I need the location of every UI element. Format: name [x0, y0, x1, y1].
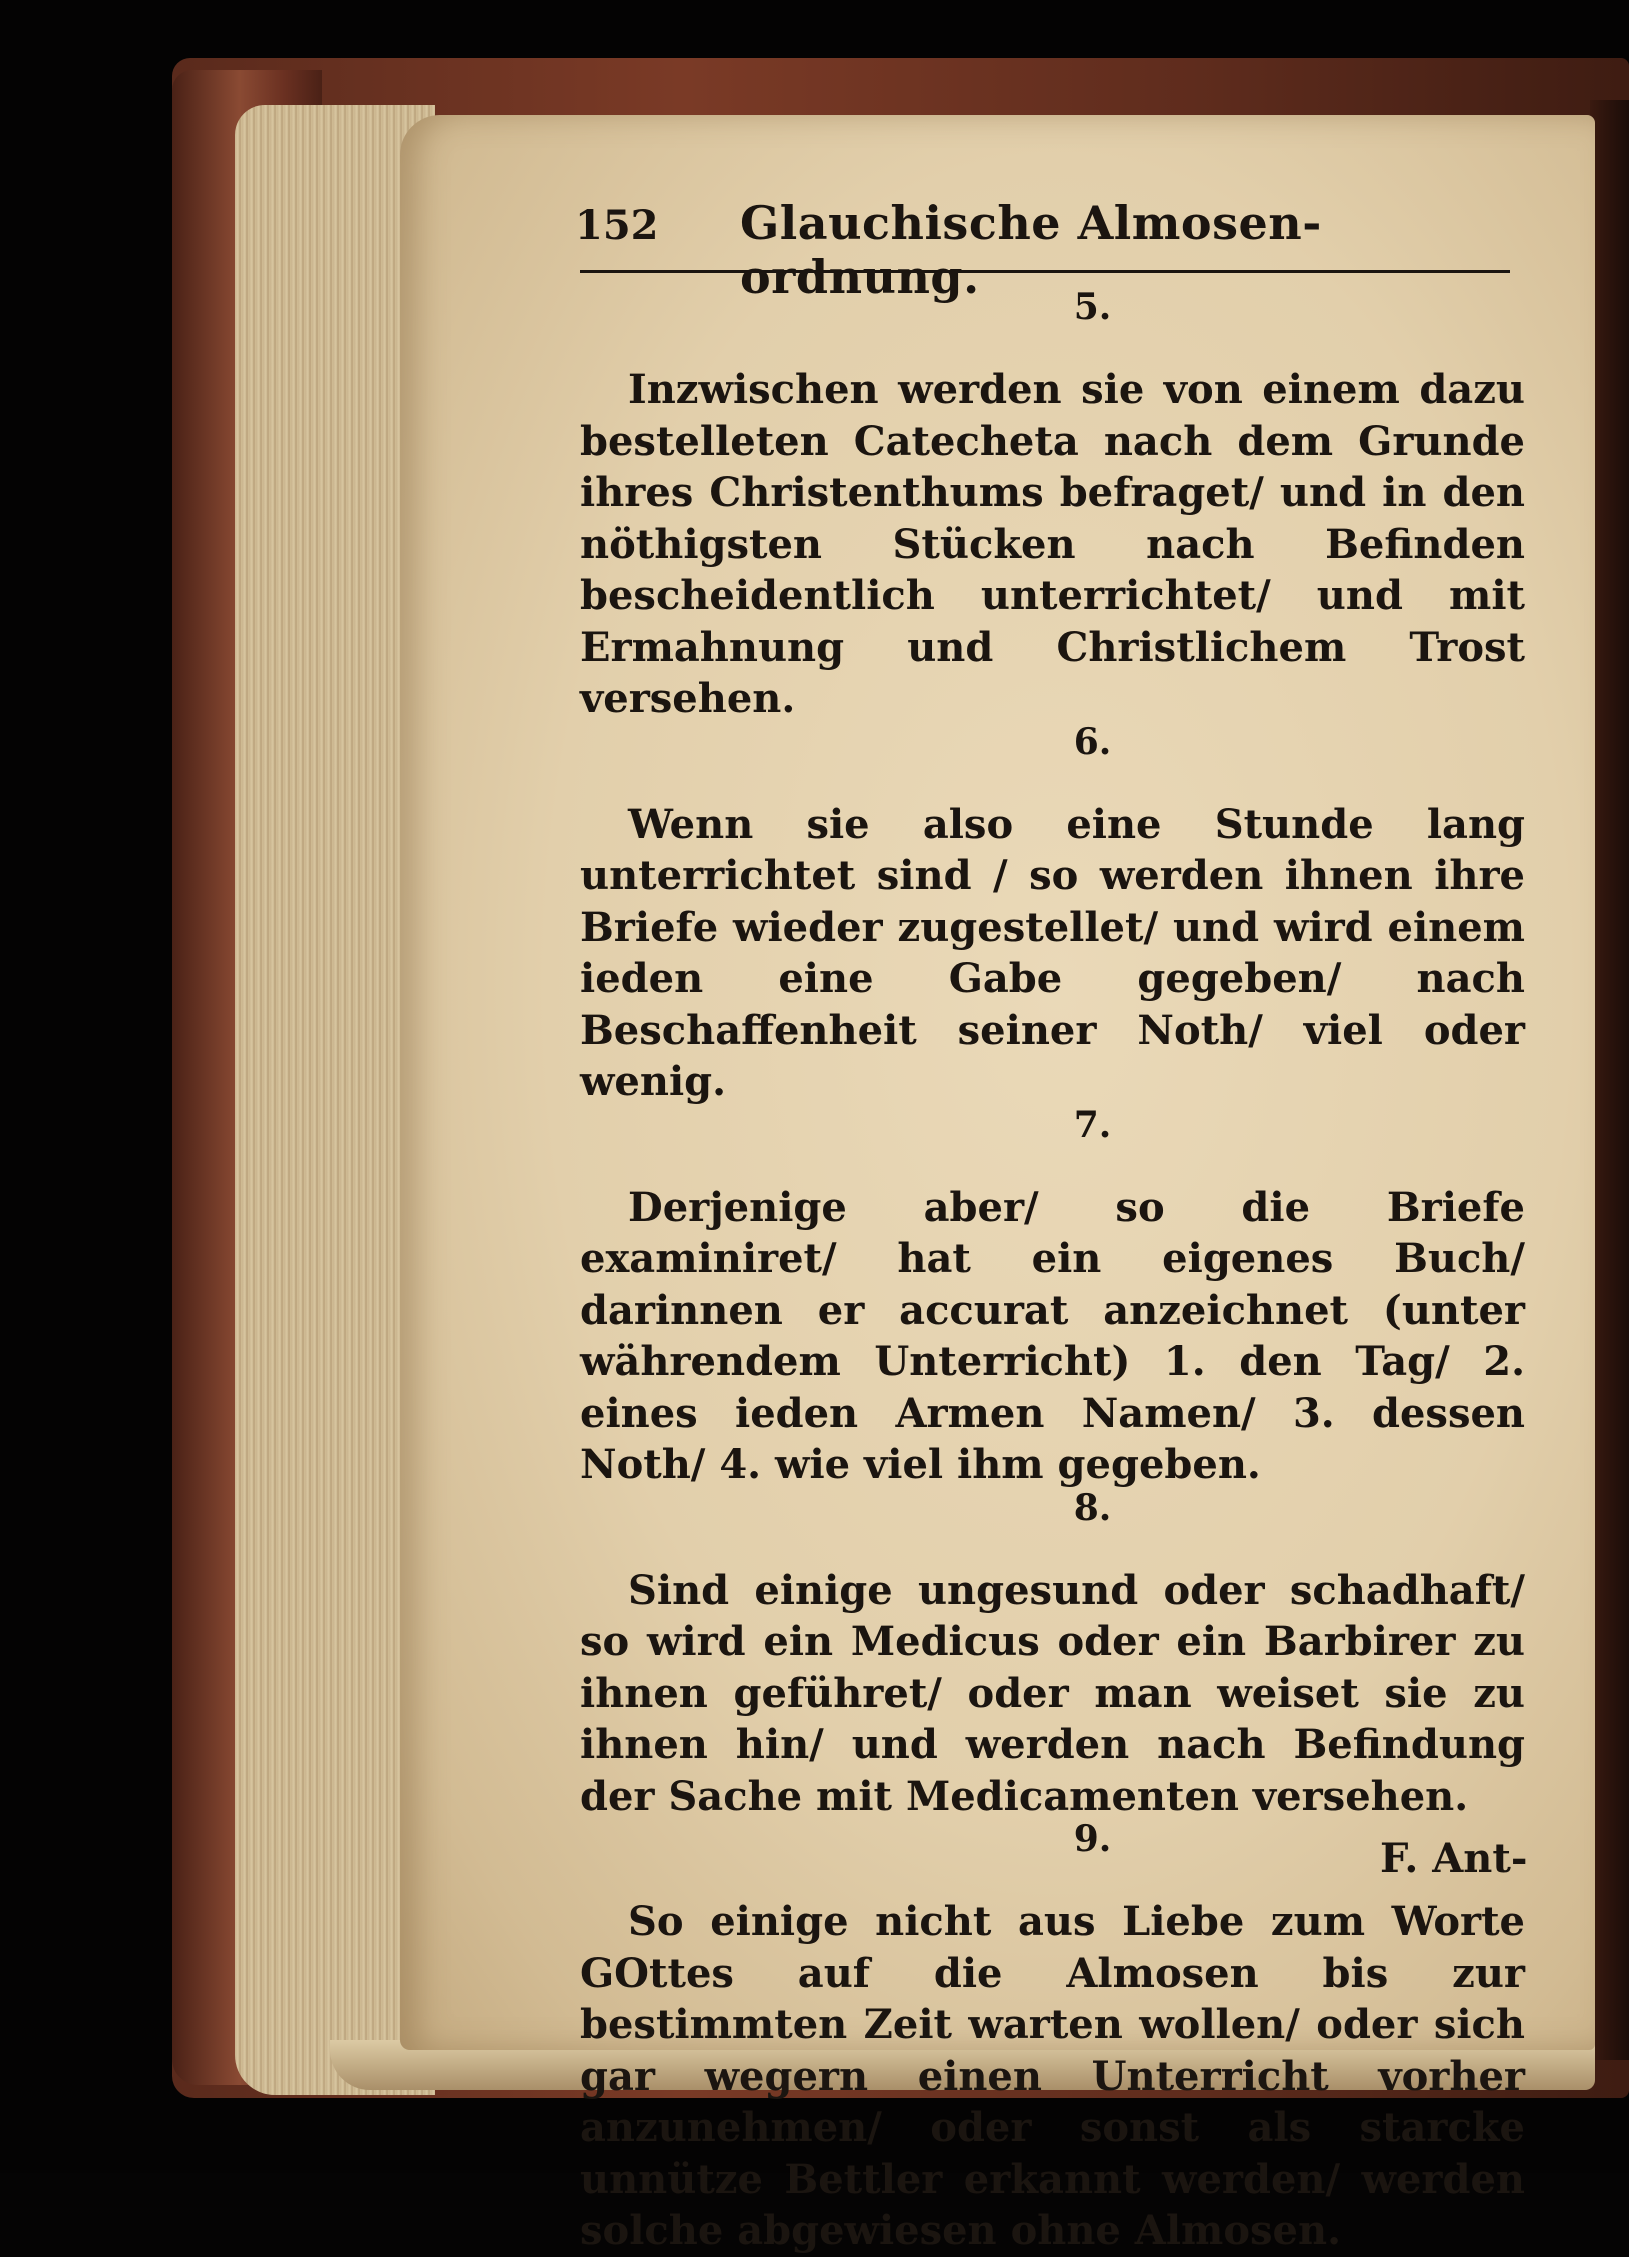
section-number: 9.	[1073, 1818, 1112, 1860]
page-content	[575, 190, 1540, 2254]
sections	[580, 286, 1528, 2257]
section-text: Wenn sie also eine Stunde lang unterrichtet sind / so werden ihnen ihre Briefe wieder zugestellet/ und wird einem ieden eine Gabe gegeben/ nach Beschaffenheit seiner Noth/ viel oder wenig.	[580, 800, 1525, 1105]
section-text: Derjenige aber/ so die Briefe examiniret/ hat ein eigenes Buch/ darinnen er accurat anzeichnet (unter währendem Unterricht) 1. den Tag/ 2. eines ieden Armen Namen/ 3. dessen Noth/ 4. wie viel ihm gegeben.	[580, 1183, 1525, 1488]
section-text: Sind einige ungesund oder schadhaft/ so wird ein Medicus oder ein Barbirer zu ihnen geführet/ oder man weiset sie zu ihnen hin/ und werden nach Befindung der Sache mit Medicamenten versehen.	[580, 1566, 1525, 1820]
section-6	[580, 720, 1525, 1108]
section-text: Inzwischen werden sie von einem dazu bestelleten Catecheta nach dem Grunde ihres Christenthums befraget/ und in den nöthigsten Stücken nach Befinden bescheidentlich unterrichtet/ und mit Ermahnung und Christlichem Trost versehen.	[580, 366, 1525, 722]
running-head	[575, 190, 1540, 304]
section-number: 8.	[1073, 1486, 1112, 1529]
section-number: 5.	[1073, 286, 1112, 328]
section-number: 7.	[1073, 1103, 1112, 1146]
running-title: Glauchische Almosen-ordnung.	[740, 196, 1322, 304]
page-number: 152	[575, 202, 659, 249]
catchword: F. Ant-	[1380, 1835, 1528, 1882]
cover-shadow	[1590, 100, 1629, 2060]
section-7	[580, 1103, 1525, 1491]
header-rule	[580, 270, 1510, 273]
section-9	[580, 1818, 1528, 2257]
section-text: So einige nicht aus Liebe zum Worte GOttes auf die Almosen bis zur bestimmten Zeit warten wollen/ oder sich gar wegern einen Unterricht vorher anzunehmen/ oder sonst als starcke unnütze Bettler erkannt werden/ werden solche abgewiesen ohne Almosen.	[580, 1898, 1525, 2254]
section-8	[580, 1486, 1525, 1823]
section-5	[580, 286, 1525, 725]
section-number: 6.	[1073, 720, 1112, 763]
